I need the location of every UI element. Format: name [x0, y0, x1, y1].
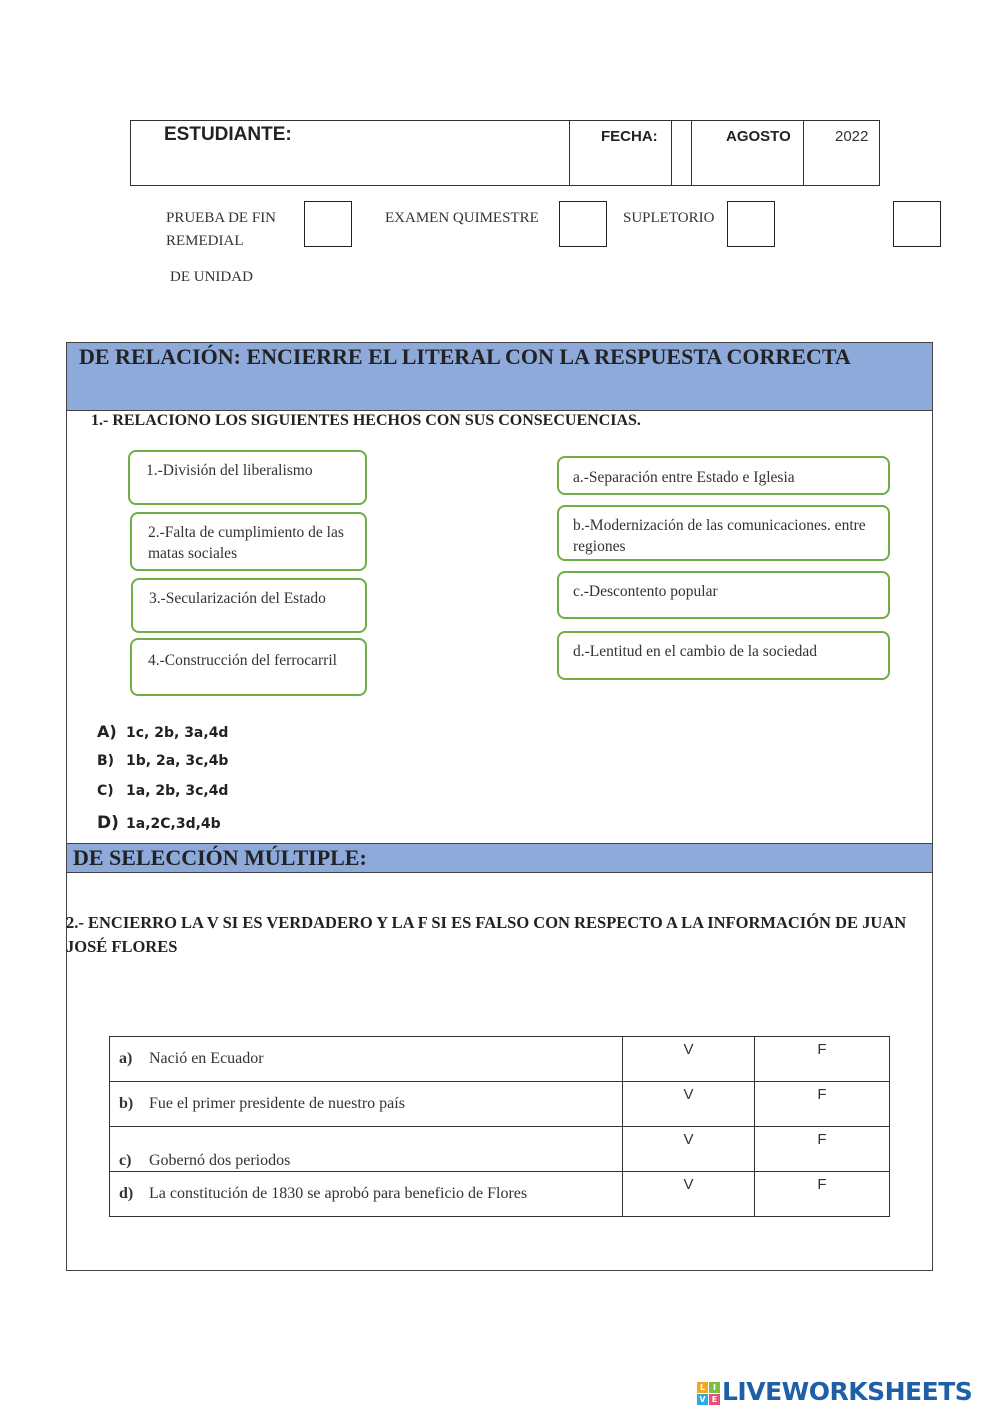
statement-text: Gobernó dos periodos	[149, 1152, 291, 1169]
quimestre-label: EXAMEN QUIMESTRE	[385, 210, 539, 226]
section2-title: DE SELECCIÓN MÚLTIPLE:	[73, 845, 367, 870]
statement-cell	[110, 1082, 623, 1127]
table-row	[110, 1172, 890, 1217]
table-row	[110, 1037, 890, 1082]
statement-text: La constitución de 1830 se aprobó para beneficio de Flores	[149, 1185, 528, 1202]
statement-letter: d)	[119, 1185, 134, 1202]
statement-letter: a)	[119, 1050, 133, 1067]
false-option[interactable]: F	[755, 1082, 890, 1127]
option-letter: D)	[97, 813, 119, 833]
option-d[interactable]	[97, 813, 221, 833]
statement-text: Nació en Ecuador	[149, 1050, 264, 1067]
section1-header	[66, 342, 933, 411]
match-right-b: b.-Modernización de las comunicaciones. entre regiones	[557, 505, 890, 561]
table-row	[110, 1082, 890, 1127]
year-text: 2022	[835, 128, 869, 145]
remedial-checkbox[interactable]	[893, 201, 941, 247]
supletorio-checkbox[interactable]	[727, 201, 775, 247]
false-option[interactable]: F	[755, 1172, 890, 1217]
month-text: AGOSTO	[726, 128, 791, 145]
logo-brand: LIVEWORKSHEETS	[722, 1377, 973, 1406]
match-left-2: 2.-Falta de cumplimiento de las matas sociales	[130, 512, 367, 571]
section1-title: DE RELACIÓN: ENCIERRE EL LITERAL CON LA RESPUESTA CORRECTA	[79, 344, 851, 369]
true-option[interactable]: V	[623, 1037, 755, 1082]
quimestre-checkbox[interactable]	[559, 201, 607, 247]
option-letter: A)	[97, 722, 117, 741]
option-text: 1b, 2a, 3c,4b	[126, 753, 229, 769]
logo-v: V	[697, 1394, 708, 1405]
logo-e: E	[709, 1394, 720, 1405]
month-cell	[691, 121, 803, 185]
statement-letter: b)	[119, 1095, 134, 1112]
year-cell	[803, 121, 881, 185]
date-label: FECHA:	[601, 128, 658, 145]
logo-i: I	[709, 1382, 720, 1393]
end-unit-label-2: DE UNIDAD	[170, 269, 253, 285]
true-option[interactable]: V	[623, 1172, 755, 1217]
true-option[interactable]: V	[623, 1082, 755, 1127]
true-false-table	[109, 1036, 890, 1217]
section2-header	[66, 843, 933, 873]
match-right-d: d.-Lentitud en el cambio de la sociedad	[557, 631, 890, 680]
statement-cell	[110, 1037, 623, 1082]
date-label-cell	[569, 121, 671, 185]
false-option[interactable]: F	[755, 1037, 890, 1082]
option-letter: C)	[97, 783, 114, 799]
statement-cell	[110, 1172, 623, 1217]
option-text: 1a, 2b, 3c,4d	[126, 783, 229, 799]
supletorio-label: SUPLETORIO	[623, 210, 715, 226]
option-c[interactable]	[97, 783, 228, 799]
date-blank-cell[interactable]	[671, 121, 691, 185]
header-table	[130, 120, 880, 186]
student-label: ESTUDIANTE:	[164, 124, 292, 145]
match-left-3: 3.-Secularización del Estado	[131, 578, 367, 633]
logo-l: L	[697, 1382, 708, 1393]
option-text: 1c, 2b, 3a,4d	[126, 725, 229, 741]
question-1: 1.- RELACIONO LOS SIGUIENTES HECHOS CON SUS CONSECUENCIAS.	[91, 412, 641, 429]
match-left-1: 1.-División del liberalismo	[128, 450, 367, 505]
remedial-label: REMEDIAL	[166, 233, 244, 249]
match-right-a: a.-Separación entre Estado e Iglesia	[557, 456, 890, 495]
end-unit-checkbox[interactable]	[304, 201, 352, 247]
true-option[interactable]: V	[623, 1127, 755, 1172]
statement-letter: c)	[119, 1152, 132, 1169]
match-right-c: c.-Descontento popular	[557, 571, 890, 619]
match-left-4: 4.-Construcción del ferrocarril	[130, 638, 367, 696]
question-2: 2.- ENCIERRO LA V SI ES VERDADERO Y LA F SI ES FALSO CON RESPECTO A LA INFORMACIÓN DE JUAN JOSÉ FLORES	[66, 913, 907, 956]
logo-icon	[697, 1382, 721, 1406]
option-b[interactable]	[97, 753, 228, 769]
statement-cell	[110, 1127, 623, 1172]
statement-text: Fue el primer presidente de nuestro país	[149, 1095, 405, 1112]
end-unit-label-1: PRUEBA DE FIN	[166, 210, 277, 226]
option-text: 1a,2C,3d,4b	[126, 816, 221, 832]
table-row	[110, 1127, 890, 1172]
option-letter: B)	[97, 753, 115, 769]
option-a[interactable]	[97, 722, 228, 741]
false-option[interactable]: F	[755, 1127, 890, 1172]
